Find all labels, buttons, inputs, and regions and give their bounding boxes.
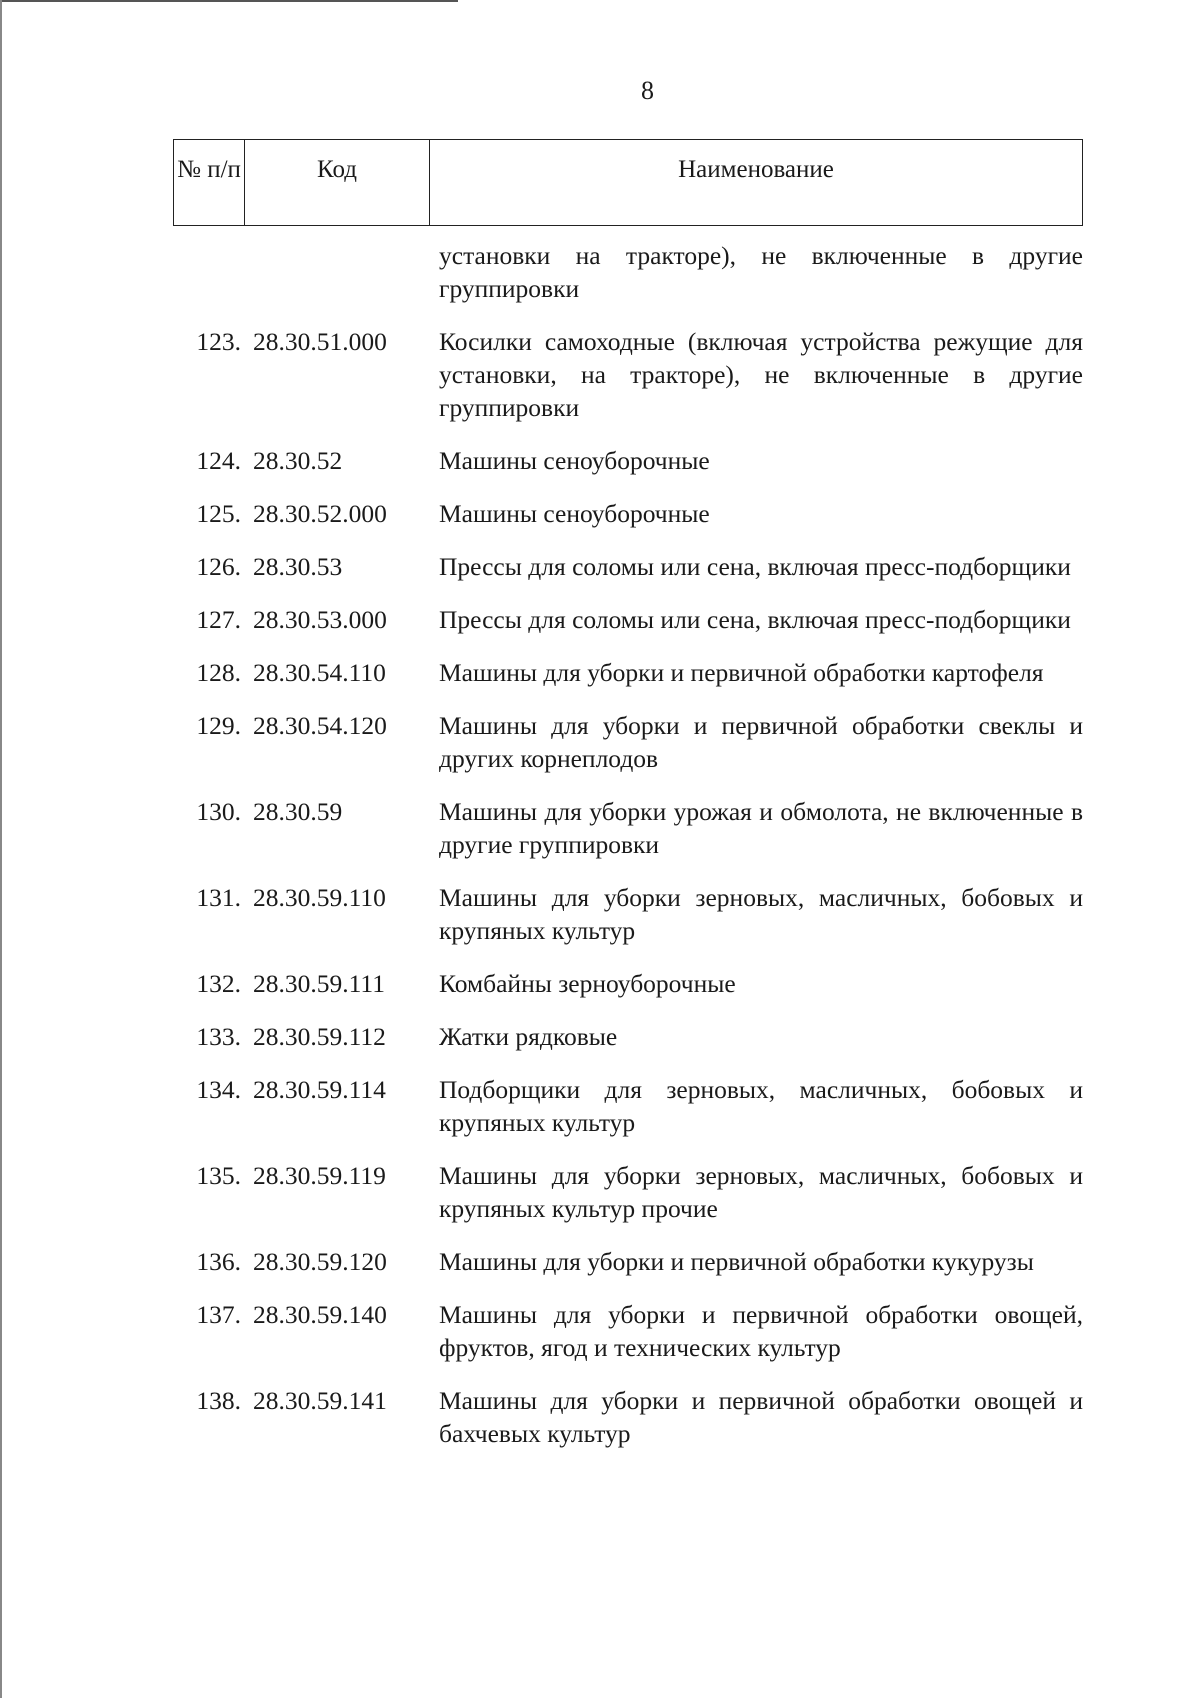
row-number: 129. [196,711,241,740]
row-number: 134. [196,1075,241,1104]
header-code: Код [245,140,430,225]
row-name: Машины сеноуборочные [439,499,710,528]
row-number: 130. [196,797,241,826]
table-row [173,1073,1083,1139]
table-body [173,239,1083,1470]
table-row [173,1384,1083,1450]
row-code: 28.30.52 [253,446,343,475]
row-number: 126. [196,552,241,581]
row-code: 28.30.59.120 [253,1247,387,1276]
row-name: Машины для уборки и первичной обработки картофеля [439,658,1044,687]
row-name: Машины для уборки и первичной обработки свеклы и других корнеплодов [439,711,1083,773]
table-row [173,656,1083,689]
table-row [173,1159,1083,1225]
table-row [173,497,1083,530]
row-name: Жатки рядковые [439,1022,618,1051]
table-row [173,550,1083,583]
row-number: 137. [196,1300,241,1329]
row-code: 28.30.54.120 [253,711,387,740]
row-code: 28.30.53.000 [253,605,387,634]
table-row [173,1245,1083,1278]
scan-edge-left [0,0,2,1698]
table-row [173,795,1083,861]
header-name: Наименование [678,156,834,183]
row-code: 28.30.59.112 [253,1022,386,1051]
row-number: 124. [196,446,241,475]
table-row [173,967,1083,1000]
header-number: № п/п [174,140,245,225]
row-code: 28.30.59.110 [253,883,386,912]
row-name: Машины для уборки и первичной обработки овощей, фруктов, ягод и технических культур [439,1300,1083,1362]
table-row [173,709,1083,775]
row-number: 138. [196,1386,241,1415]
row-name: Машины для уборки зерновых, масличных, бобовых и крупяных культур [439,883,1083,945]
table-row [173,444,1083,477]
row-number: 131. [196,883,241,912]
row-name: Прессы для соломы или сена, включая пресс-подборщики [439,552,1071,581]
row-code: 28.30.59.111 [253,969,385,998]
row-number [173,239,244,305]
row-number: 132. [196,969,241,998]
row-number: 133. [196,1022,241,1051]
table-row [173,1298,1083,1364]
row-number: 135. [196,1161,241,1190]
row-name: Прессы для соломы или сена, включая пресс-подборщики [439,605,1071,634]
table-row [173,239,1083,305]
row-name: Машины для уборки урожая и обмолота, не включенные в другие группировки [439,797,1083,859]
row-number: 128. [196,658,241,687]
row-name: Подборщики для зерновых, масличных, бобовых и крупяных культур [439,1075,1083,1137]
row-name: Косилки самоходные (включая устройства режущие для установки, на тракторе), не включенные в другие группировки [439,327,1083,422]
row-code: 28.30.59.140 [253,1300,387,1329]
row-name: установки на тракторе), не включенные в другие группировки [439,241,1083,303]
row-number: 123. [196,327,241,356]
row-code: 28.30.59 [253,797,343,826]
row-name: Машины сеноуборочные [439,446,710,475]
row-code: 28.30.54.110 [253,658,386,687]
row-code: 28.30.53 [253,552,343,581]
table-row [173,603,1083,636]
table-row [173,1020,1083,1053]
row-code [244,239,429,305]
row-code: 28.30.59.141 [253,1386,387,1415]
table-row [173,325,1083,424]
row-number: 136. [196,1247,241,1276]
row-code: 28.30.59.114 [253,1075,386,1104]
row-name: Машины для уборки и первичной обработки овощей и бахчевых культур [439,1386,1083,1448]
row-name: Машины для уборки и первичной обработки кукурузы [439,1247,1034,1276]
page-number: 8 [641,76,654,105]
row-code: 28.30.52.000 [253,499,387,528]
scan-edge-top [0,0,458,2]
row-name: Комбайны зерноуборочные [439,969,736,998]
row-code: 28.30.59.119 [253,1161,386,1190]
row-number: 125. [196,499,241,528]
table-row [173,881,1083,947]
row-code: 28.30.51.000 [253,327,387,356]
row-number: 127. [196,605,241,634]
table-header [173,139,1083,226]
row-name: Машины для уборки зерновых, масличных, бобовых и крупяных культур прочие [439,1161,1083,1223]
